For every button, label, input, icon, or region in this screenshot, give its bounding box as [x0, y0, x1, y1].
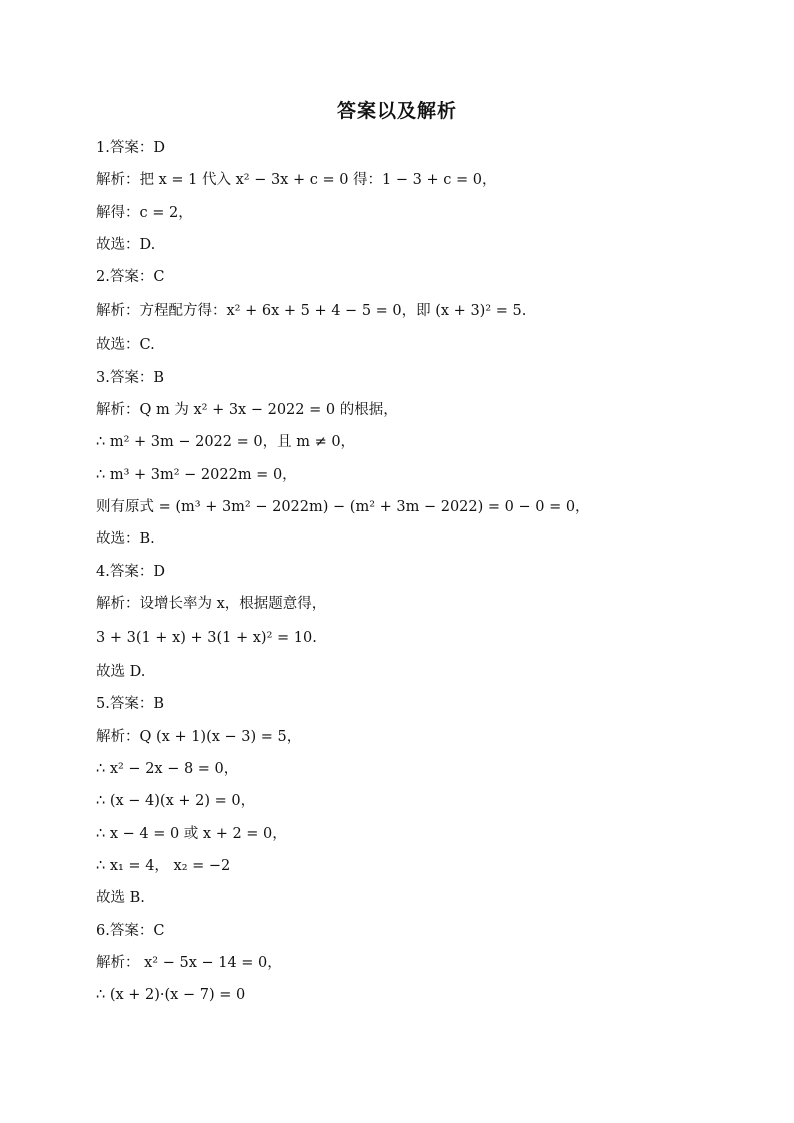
q6-explanation: 解析： x² − 5x − 14 = 0， [96, 954, 282, 971]
q3-step-2: ∴ m³ + 3m² − 2022m = 0， [96, 466, 297, 483]
q5-choice: 故选 B. [96, 890, 145, 907]
q6-step-1: ∴ (x + 2)·(x − 7) = 0 [96, 987, 246, 1004]
q1-explanation: 解析：把 x = 1 代入 x² − 3x + c = 0 得：1 − 3 + c = 0， [96, 172, 497, 189]
q2-answer: 2.答案：C [96, 269, 165, 286]
answer-body [96, 132, 716, 1011]
q3-explanation: 解析：Q m 为 x² + 3x − 2022 = 0 的根据， [96, 402, 398, 419]
q3-answer: 3.答案：B [96, 369, 164, 386]
q1-solution: 解得：c = 2， [96, 204, 193, 221]
page-title: 答案以及解析 [336, 100, 457, 122]
q2-explanation: 解析：方程配方得：x² + 6x + 5 + 4 − 5 = 0，即 (x + 3)² = 5. [96, 303, 527, 320]
q4-answer: 4.答案：D [96, 563, 165, 580]
q1-choice: 故选：D. [96, 236, 156, 253]
q5-roots: ∴ x₁ = 4， x₂ = −2 [96, 857, 231, 874]
q4-choice: 故选 D. [96, 664, 146, 681]
q2-choice: 故选：C. [96, 337, 155, 354]
q4-equation: 3 + 3(1 + x) + 3(1 + x)² = 10. [96, 630, 317, 647]
q5-step-1: ∴ x² − 2x − 8 = 0， [96, 761, 239, 778]
q3-choice: 故选：B. [96, 531, 155, 548]
q5-step-3: ∴ x − 4 = 0 或 x + 2 = 0， [96, 825, 287, 842]
q1-answer: 1.答案：D [96, 140, 165, 156]
q3-step-3: 则有原式 = (m³ + 3m² − 2022m) − (m² + 3m − 2022) = 0 − 0 = 0， [96, 498, 590, 515]
q5-explanation: 解析：Q (x + 1)(x − 3) = 5， [96, 728, 302, 745]
q3-step-1: ∴ m² + 3m − 2022 = 0，且 m ≠ 0， [96, 434, 356, 451]
q5-step-2: ∴ (x − 4)(x + 2) = 0， [96, 793, 256, 810]
q6-answer: 6.答案：C [96, 922, 165, 939]
q4-explanation: 解析：设增长率为 x，根据题意得， [96, 595, 327, 612]
q5-answer: 5.答案：B [96, 696, 164, 713]
